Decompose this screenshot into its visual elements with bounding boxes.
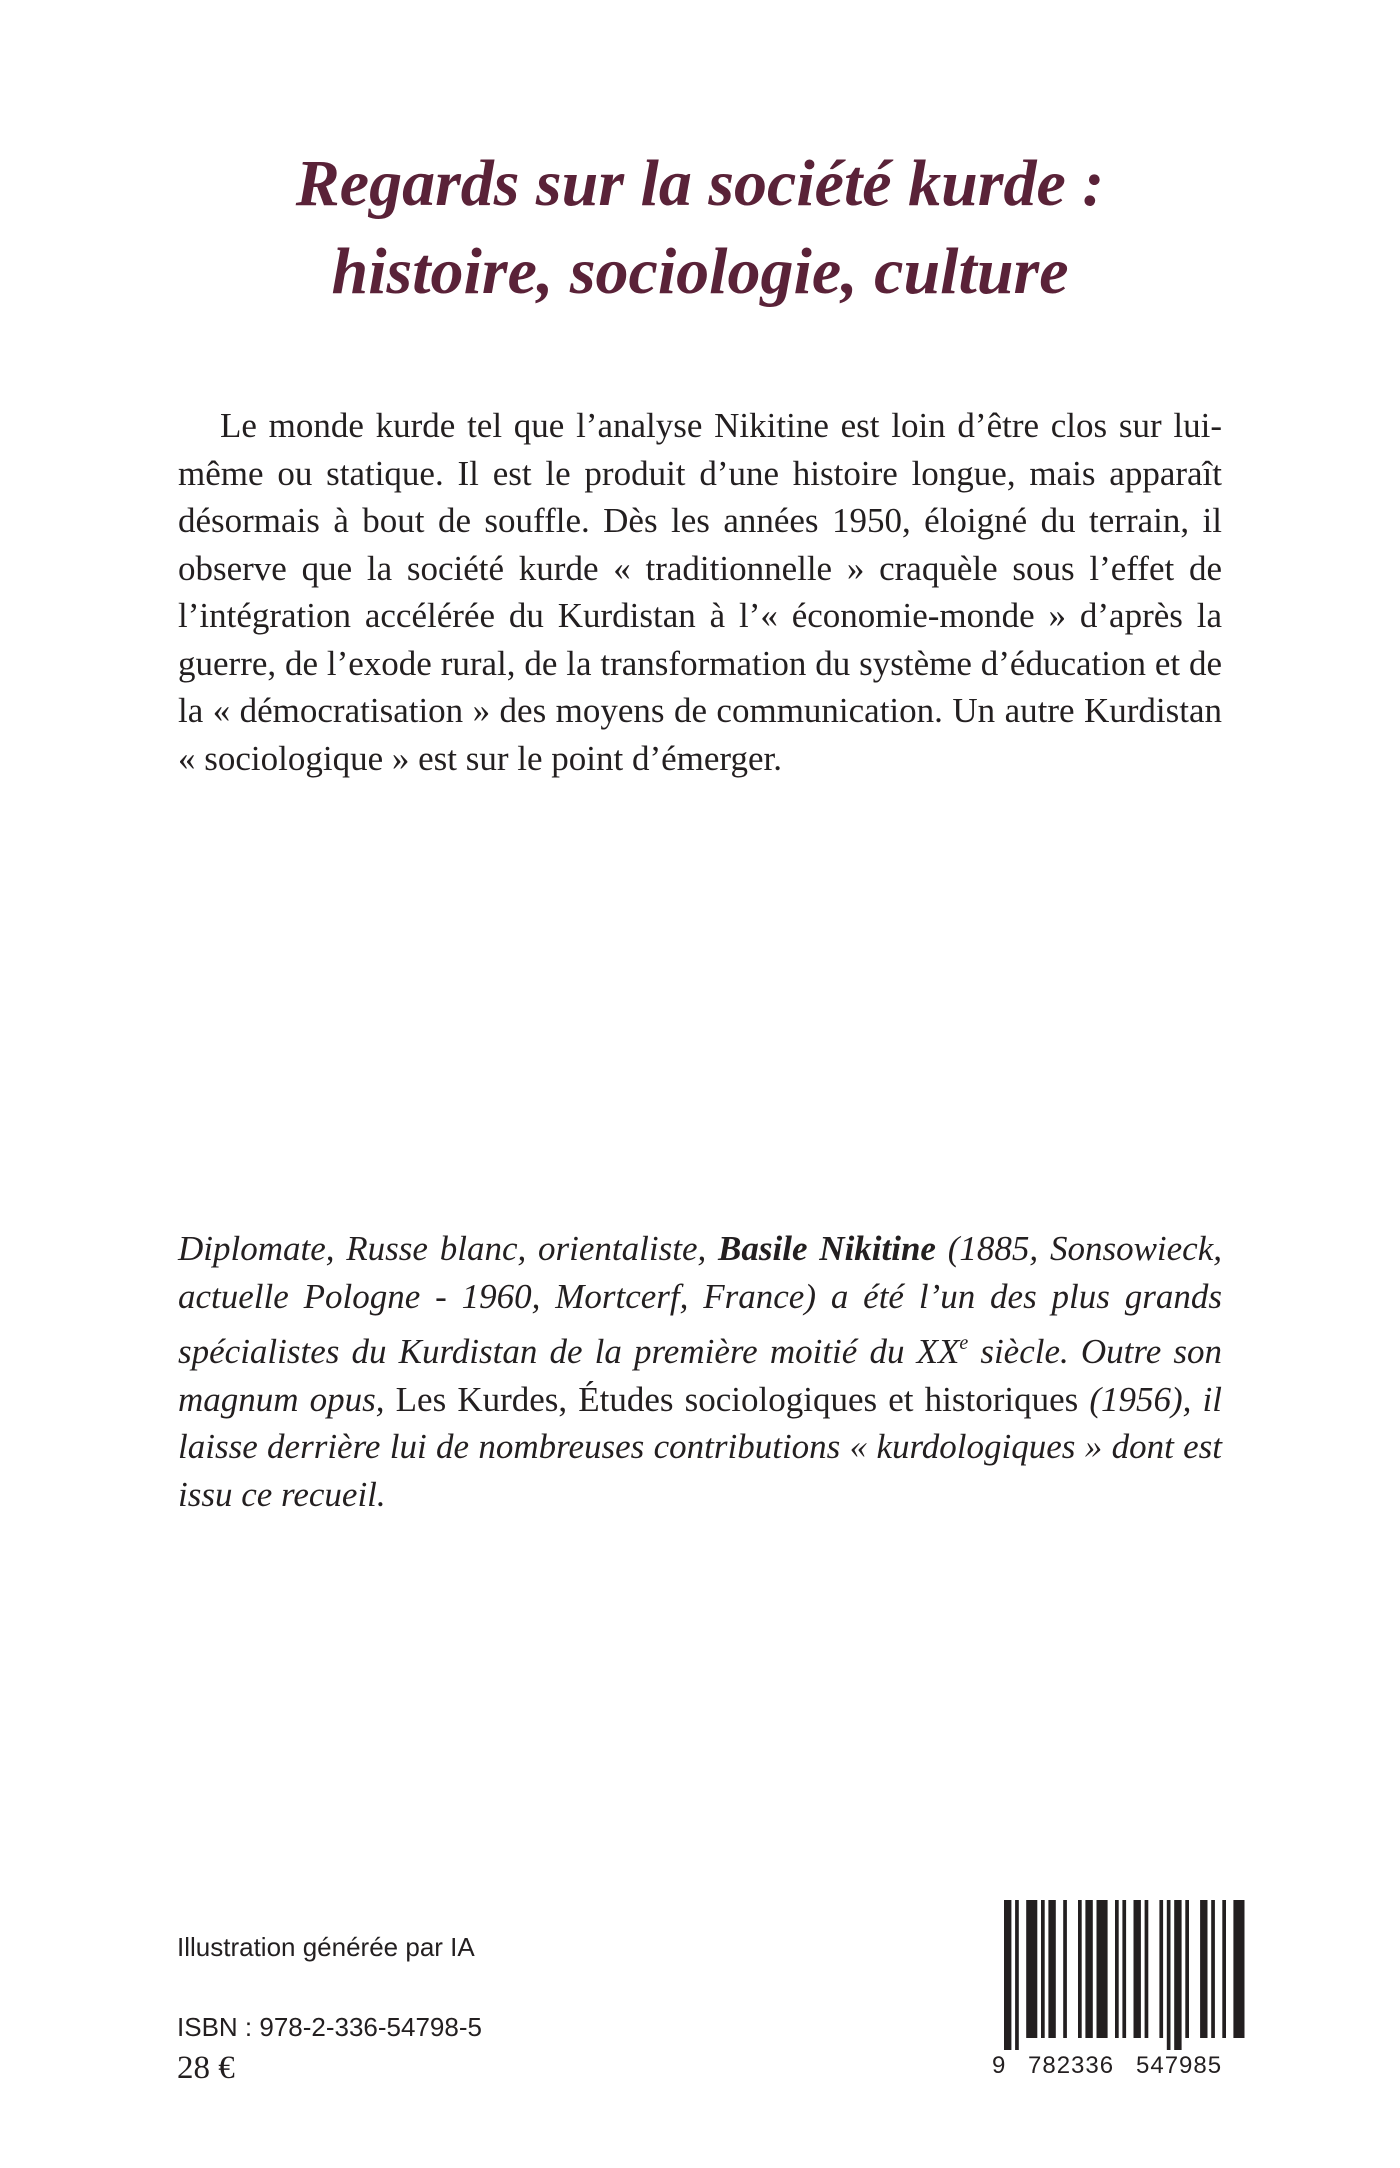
barcode-digit-first: 9 [992,2052,1007,2079]
barcode-bar [1159,1900,1163,2038]
barcode-digits-left: 782336 [1028,2052,1115,2079]
barcode-bar [1134,1900,1141,2038]
bio-text-3: siècle. Outre son magnum opus, [178,1332,1222,1419]
barcode-bar [1026,1900,1037,2038]
barcode-bar [1185,1900,1189,2038]
barcode-bar [1048,1900,1055,2038]
barcode-bar [1122,1900,1126,2038]
barcode [990,1900,1250,2090]
century-superscript: e [959,1332,969,1354]
barcode-bar [1211,1900,1215,2038]
barcode-bar [1041,1900,1045,2038]
work-title: Les Kurdes, Études sociologiques et historiques [395,1379,1079,1419]
barcode-bar [1233,1900,1244,2038]
barcode-bar [1145,1900,1149,2038]
title-line-1: Regards sur la société kurde : [295,147,1105,220]
isbn: ISBN : 978-2-336-54798-5 [177,2012,482,2042]
barcode-bar [1097,1900,1108,2038]
publication-info [177,1930,482,2086]
bio-text-4: (1956), il laisse derrière lui de nombreuses contributions « kurdologiques » dont est issu ce recueil. [178,1379,1222,1514]
bio-text-1: Diplomate, Russe blanc, orientaliste, [178,1229,719,1268]
book-title [0,140,1400,316]
barcode-bar [1063,1900,1067,2038]
bio-text-2: (1885, Sonsowieck, actuelle Pologne - 1960, Mortcerf, France) a été l’un des plus grands spécialistes du Kurdistan de la première moitié du XX [178,1229,1223,1371]
barcode-bar [1004,1900,1011,2050]
barcode-bar [1222,1900,1226,2038]
barcode-bar [1078,1900,1082,2038]
illustration-credit: Illustration générée par IA [177,1932,475,1962]
barcode-bar [1015,1900,1019,2050]
barcode-bar [1174,1900,1181,2050]
barcode-bar [1115,1900,1119,2038]
author-name: Basile Nikitine [718,1229,936,1268]
price: 28 € [177,2050,235,2086]
barcode-bars [990,1900,1250,2050]
barcode-bar [1200,1900,1207,2038]
barcode-digits-right: 547985 [1136,2052,1223,2079]
author-bio [178,1225,1222,1518]
barcode-bar [1167,1900,1171,2050]
title-line-2: histoire, sociologie, culture [331,235,1069,308]
barcode-bar [1085,1900,1092,2038]
back-cover-blurb: Le monde kurde tel que l’analyse Nikitine est loin d’être clos sur lui-même ou statique. Il est le produit d’une histoire longue, mais apparaît désormais à bout de souffle. Dès les années 1950, éloigné du terrain, il observe que la société kurde « traditionnelle » craquèle sous l’effet de l’intégration accélérée du Kurdistan à l’« économie-monde » d’après la guerre, de l’exode rural, de la transformation du système d’éducation et de la « démocratisation » des moyens de communication. Un autre Kurdistan « sociologique » est sur le point d’émerger. [178,406,1222,778]
